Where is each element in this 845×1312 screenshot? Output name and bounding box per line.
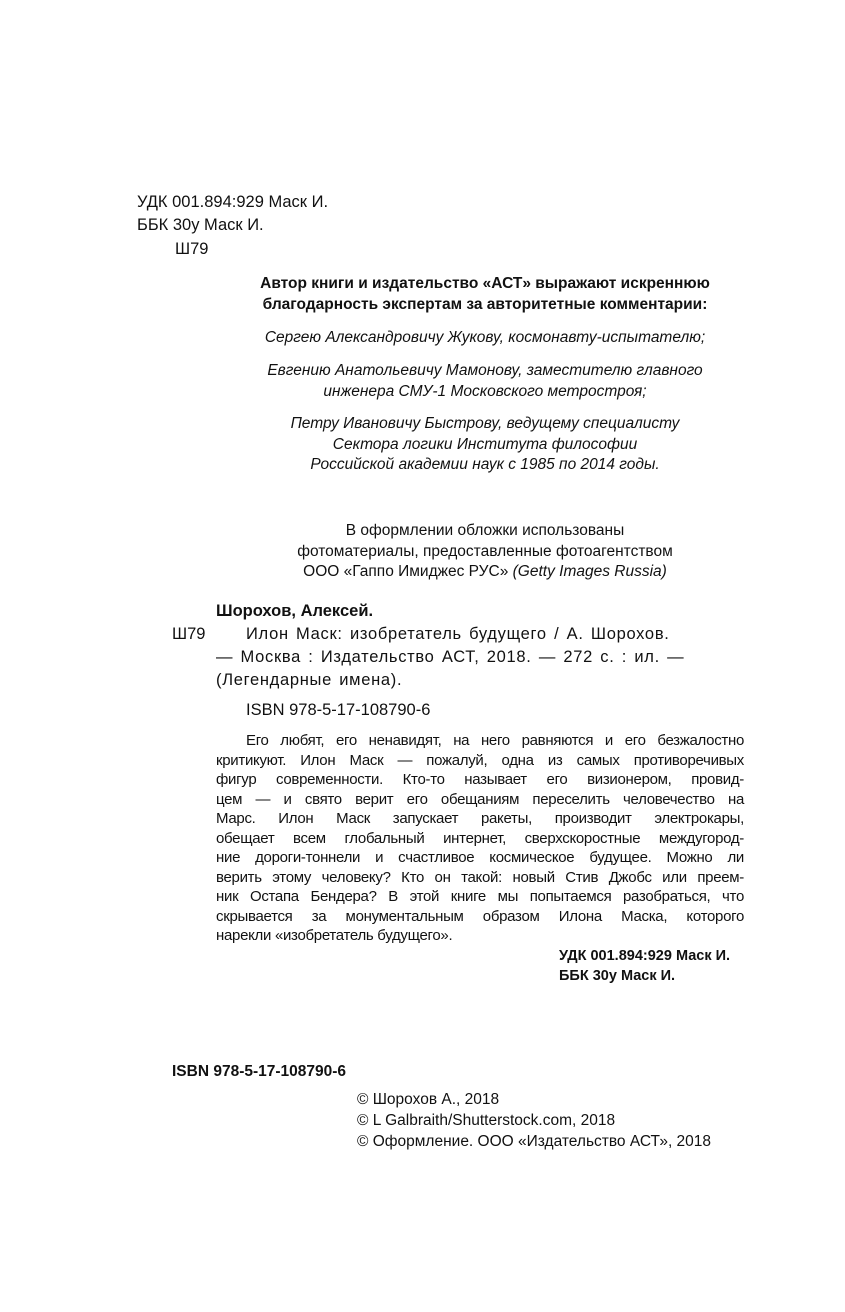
author-mark-top: Ш79 xyxy=(175,240,209,258)
acknowledgement-heading-line2: благодарность экспертам за авторитетные комментарии: xyxy=(262,295,708,313)
cover-credits-line2: фотоматериалы, предоставленные фотоагентством xyxy=(297,542,673,560)
annotation-line: цем — и свято верит его обещаниям переселить человечество на xyxy=(216,790,744,808)
bbk-code-bottom: ББК 30у Маск И. xyxy=(559,968,676,984)
cover-credits-line1: В оформлении обложки использованы xyxy=(345,522,625,539)
bib-isbn: ISBN 978-5-17-108790-6 xyxy=(246,701,431,719)
expert-bystrov-line1: Петру Ивановичу Быстрову, ведущему специалисту xyxy=(290,415,680,432)
expert-bystrov-line2: Сектора логики Института философии xyxy=(332,435,638,453)
annotation-line: фигур современности. Кто-то называет его визионером, провид- xyxy=(216,771,744,788)
copyright-photo: © L Galbraith/Shutterstock.com, 2018 xyxy=(357,1112,616,1129)
expert-bystrov-line3: Российской академии наук с 1985 по 2014 годы. xyxy=(310,456,660,473)
annotation-line: Марс. Илон Маск запускает ракеты, производит электрокары, xyxy=(216,810,744,827)
bib-desc-line2: — Москва : Издательство АСТ, 2018. — 272 с. : ил. — xyxy=(216,648,685,666)
cover-credits-agency: ООО «Гаппо Имиджес РУС» xyxy=(303,563,513,580)
annotation-line: ние дороги-тоннели и счастливое космическое будущее. Можно ли xyxy=(216,849,744,866)
annotation-line: обещает всем глобальный интернет, сверхскоростные междугород- xyxy=(216,829,744,847)
udk-code-top: УДК 001.894:929 Маск И. xyxy=(137,193,329,211)
bib-author: Шорохов, Алексей. xyxy=(216,602,374,620)
bib-desc-line1: Илон Маск: изобретатель будущего / А. Шорохов. xyxy=(246,625,670,643)
expert-bystrov xyxy=(200,414,770,476)
cover-credits-line3 xyxy=(200,562,770,583)
copyright-design: © Оформление. ООО «Издательство АСТ», 2018 xyxy=(357,1133,712,1150)
annotation-line: критикуют. Илон Маск — пожалуй, одна из самых противоречивых xyxy=(216,751,744,769)
expert-zhukov-line1: Сергею Александровичу Жукову, космонавту-испытателю; xyxy=(264,329,706,346)
annotation-line: скрывается за монументальным образом Илона Маска, которого xyxy=(216,907,744,925)
bib-author-mark: Ш79 xyxy=(172,625,206,643)
udk-code-bottom: УДК 001.894:929 Маск И. xyxy=(559,948,731,964)
expert-zhukov xyxy=(200,328,770,349)
bbk-code-top: ББК 30у Маск И. xyxy=(137,216,264,234)
bib-desc-line3: (Легендарные имена). xyxy=(216,671,403,689)
expert-mamonov xyxy=(200,361,770,402)
footer-isbn: ISBN 978-5-17-108790-6 xyxy=(172,1063,347,1080)
expert-mamonov-line1: Евгению Анатольевичу Мамонову, заместителю главного xyxy=(267,362,703,379)
annotation-line: верить этому человеку? Кто он такой: новый Стив Джобс или преем- xyxy=(216,868,744,886)
annotation-text xyxy=(216,731,744,946)
annotation-line: Его любят, его ненавидят, на него равняются и его безжалостно xyxy=(246,732,744,749)
acknowledgement-heading xyxy=(200,274,770,315)
acknowledgement-heading-line1: Автор книги и издательство «АСТ» выражают искреннюю xyxy=(260,275,710,292)
cover-credits-agency-latin: (Getty Images Russia) xyxy=(512,563,667,580)
annotation-line: нарекли «изобретатель будущего». xyxy=(216,927,453,944)
annotation-line: ник Остапа Бендера? В этой книге мы попытаемся разобраться, что xyxy=(216,888,744,905)
expert-mamonov-line2: инженера СМУ-1 Московского метростроя; xyxy=(323,382,647,400)
copyright-author: © Шорохов А., 2018 xyxy=(357,1091,500,1108)
cover-credits xyxy=(200,521,770,583)
